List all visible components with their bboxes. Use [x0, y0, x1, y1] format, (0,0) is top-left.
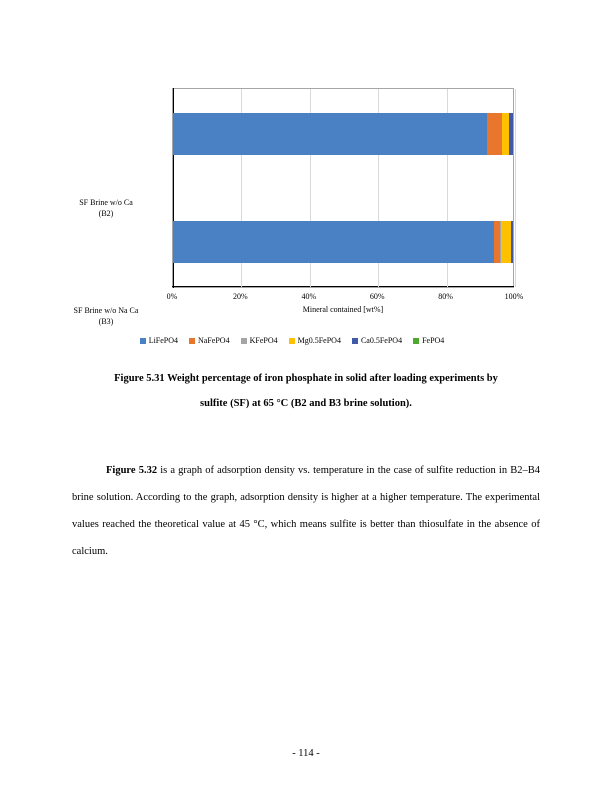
category-label-b3-line1: SF Brine w/o Na Ca [73, 306, 139, 315]
x-axis-line [172, 286, 514, 287]
legend-label: Ca0.5FePO4 [360, 336, 403, 345]
plot-area [172, 88, 514, 288]
stacked-bar-chart [62, 86, 522, 354]
legend-item[interactable] [140, 336, 178, 345]
bar-segment-lifepo4 [173, 113, 487, 155]
legend-label: Mg0.5FePO4 [297, 336, 341, 345]
category-label-b3 [46, 306, 166, 327]
x-tick-label: 100% [504, 292, 524, 301]
legend-swatch-icon [241, 338, 247, 344]
bar-segment-mg0.5fepo4 [501, 221, 511, 263]
legend-label: LiFePO4 [148, 336, 179, 345]
category-label-b3-line2: (B3) [98, 316, 114, 326]
bar-segment-mg0.5fepo4 [502, 113, 509, 155]
legend-item[interactable] [352, 336, 402, 345]
plot-inner [173, 89, 513, 287]
legend-swatch-icon [140, 338, 146, 344]
gridline [515, 89, 516, 287]
bar-segment-lifepo4 [173, 221, 494, 263]
bar-segment-ca0.5fepo4 [509, 113, 513, 155]
x-tick-label: 80% [438, 292, 453, 301]
legend-label: FePO4 [422, 336, 445, 345]
figure-caption-line1: Figure 5.31 Weight percentage of iron phosphate in solid after loading experiments by [114, 373, 498, 384]
body-paragraph [72, 457, 540, 565]
body-paragraph-text: is a graph of adsorption density vs. temperature in the case of sulfite reduction in B2–B4 brine solution. According to the graph, adsorption density is higher at a higher temperature. The experimental values reached the theoretical value at 45 °C, which means sulfite is better than thiosulfate in the absence of calcium. [72, 464, 540, 557]
category-label-b2 [46, 198, 166, 219]
figure-caption-line2: sulfite (SF) at 65 °C (B2 and B3 brine solution). [200, 398, 412, 409]
legend-swatch-icon [413, 338, 419, 344]
category-label-b2-line1: SF Brine w/o Ca [79, 198, 133, 207]
legend-item[interactable] [189, 336, 230, 345]
category-label-b2-line2: (B2) [98, 208, 114, 218]
legend-label: NaFePO4 [198, 336, 230, 345]
x-tick-label: 60% [369, 292, 385, 301]
legend-swatch-icon [352, 338, 358, 344]
bar-segment-nafepo4 [487, 113, 502, 155]
chart-legend [62, 336, 522, 345]
bar-row [173, 221, 513, 263]
bar-row [173, 113, 513, 155]
x-axis-title: Mineral contained [wt%] [302, 305, 384, 314]
x-tick-label: 0% [166, 292, 178, 301]
x-tick-label: 20% [233, 292, 248, 301]
legend-label: KFePO4 [249, 336, 278, 345]
legend-item[interactable] [413, 336, 444, 345]
page-number: - 114 - [292, 748, 320, 759]
legend-item[interactable] [289, 336, 341, 345]
legend-swatch-icon [289, 338, 295, 344]
body-paragraph-lead: Figure 5.32 [106, 464, 158, 476]
legend-item[interactable] [241, 336, 278, 345]
x-tick-label: 40% [301, 292, 317, 301]
legend-swatch-icon [189, 338, 195, 344]
bar-segment-ca0.5fepo4 [511, 221, 513, 263]
figure-caption [72, 366, 540, 416]
